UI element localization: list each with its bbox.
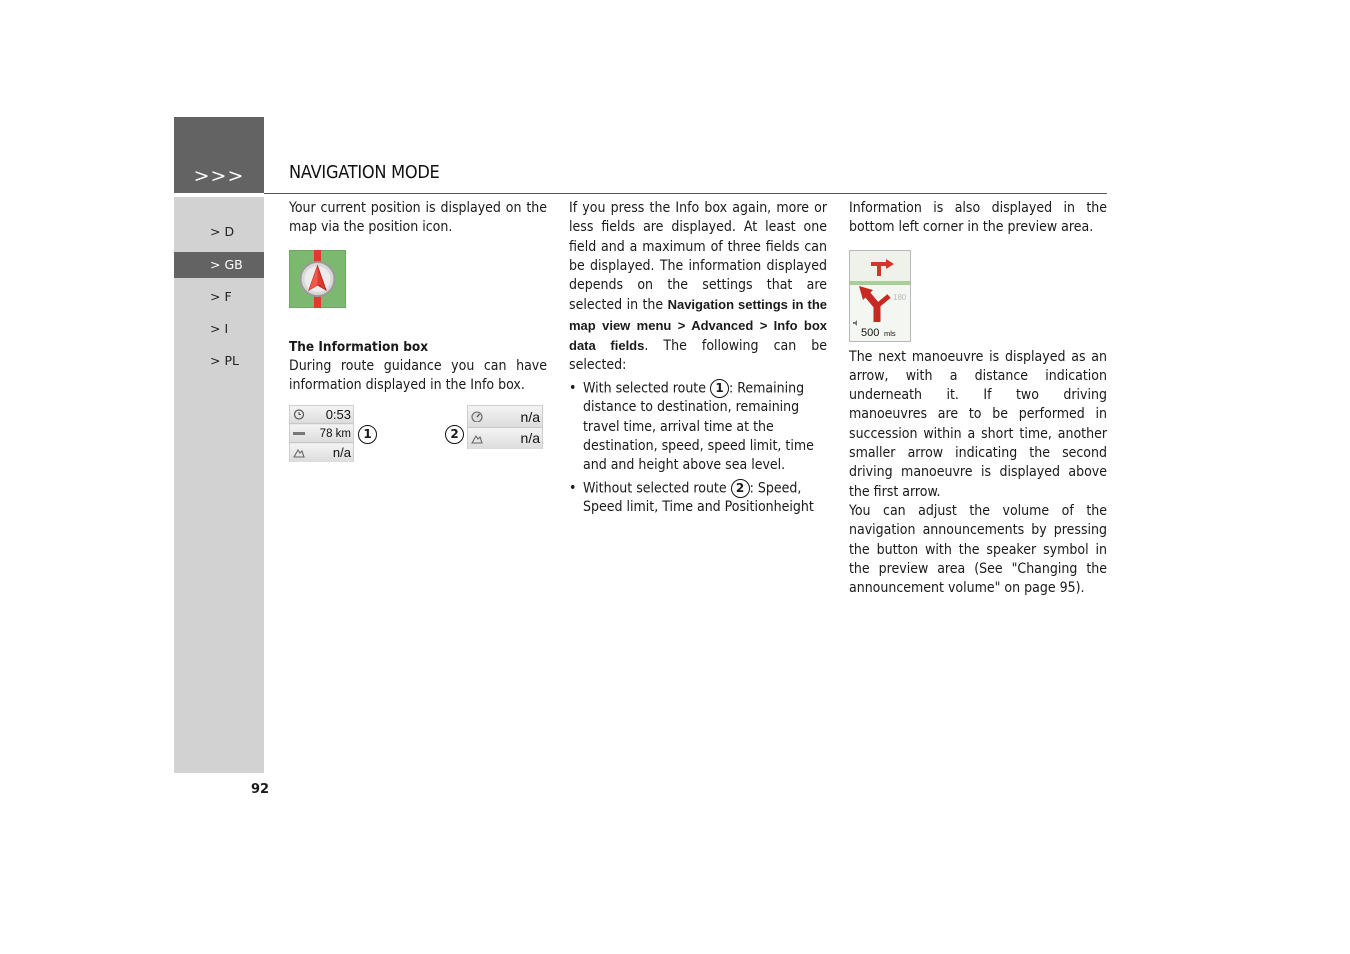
list-item xyxy=(569,479,827,518)
bullet1-post: : Remaining distance to destination, remaining travel time, arrival time at the destination, speed, speed limit, time and and height above sea level. xyxy=(583,380,814,474)
lang-item-gb[interactable]: > GB xyxy=(174,252,264,278)
lang-item-pl[interactable]: > PL xyxy=(210,353,239,368)
clock-icon xyxy=(293,409,305,420)
column-2 xyxy=(569,199,827,521)
bullet2-pre: Without selected route xyxy=(583,480,727,497)
infobox-paragraph: During route guidance you can have information displayed in the Info box. xyxy=(289,357,547,394)
height-icon xyxy=(293,447,305,458)
speedometer-icon xyxy=(471,411,483,422)
infobox-with-route xyxy=(289,405,354,462)
bullet2-post: : Speed, Speed limit, Time and Positionheight xyxy=(583,480,814,516)
menu-path: Navigation settings in the map view menu > Advanced > Info box data fields xyxy=(569,297,827,354)
section-heading: The Information box xyxy=(289,338,429,355)
lang-item-i[interactable]: > I xyxy=(210,321,229,336)
manoeuvre-preview xyxy=(849,250,911,342)
header-divider xyxy=(264,193,1107,194)
language-sidebar xyxy=(174,197,264,773)
volume-paragraph: You can adjust the volume of the navigation announcements by pressing the button with the speaker symbol in the preview area (See "Changing the announcement volume" on page 95). xyxy=(849,502,1107,597)
svg-text:180: 180 xyxy=(893,292,907,302)
page-title: NAVIGATION MODE xyxy=(289,162,440,183)
preview-intro: Information is also displayed in the bottom left corner in the preview area. xyxy=(849,200,1107,236)
height-icon-2 xyxy=(471,433,483,444)
manoeuvre-paragraph: The next manoeuvre is displayed as an arrow, with a distance indication underneath it. If two driving manoeuvres are to be performed in succession within a short time, another smaller arrow indicating the second driving manoeuvre is displayed above the first arrow. xyxy=(849,348,1107,500)
infobox-height-2: n/a xyxy=(520,430,540,447)
infobox-time: 0:53 xyxy=(325,407,351,423)
lang-item-f[interactable]: > F xyxy=(210,289,232,304)
preview-distance: 500 xyxy=(861,326,880,339)
settings-text-end: . The following can be selected: xyxy=(569,338,828,374)
page-number: 92 xyxy=(251,782,270,797)
list-item xyxy=(569,379,827,476)
preview-unit: mls xyxy=(884,328,896,338)
infobox-examples xyxy=(289,405,547,467)
marker-1-inline: 1 xyxy=(710,379,729,398)
column-1 xyxy=(289,199,547,467)
marker-2-inline: 2 xyxy=(731,479,750,498)
settings-paragraph xyxy=(569,199,827,376)
marker-2: 2 xyxy=(445,425,464,444)
distance-icon xyxy=(293,428,305,439)
infobox-height: n/a xyxy=(332,445,351,461)
marker-1: 1 xyxy=(358,425,377,444)
chapter-tab xyxy=(174,117,264,193)
option-list xyxy=(569,379,827,518)
infobox-speed: n/a xyxy=(520,409,540,426)
infobox-without-route xyxy=(467,405,543,449)
chapter-arrows: >>> xyxy=(193,165,245,187)
settings-text-start: If you press the Info box again, more or less fields are displayed. At least one field and a maximum of three fields can be displayed. The information displayed depends on the settings that are selected in the xyxy=(569,200,827,314)
bullet1-pre: With selected route xyxy=(583,380,706,397)
position-icon xyxy=(289,250,346,308)
lang-item-d[interactable]: > D xyxy=(210,224,235,239)
intro-paragraph: Your current position is displayed on the map via the position icon. xyxy=(289,200,547,236)
infobox-distance: 78 km xyxy=(319,428,351,441)
column-3 xyxy=(849,199,1107,598)
